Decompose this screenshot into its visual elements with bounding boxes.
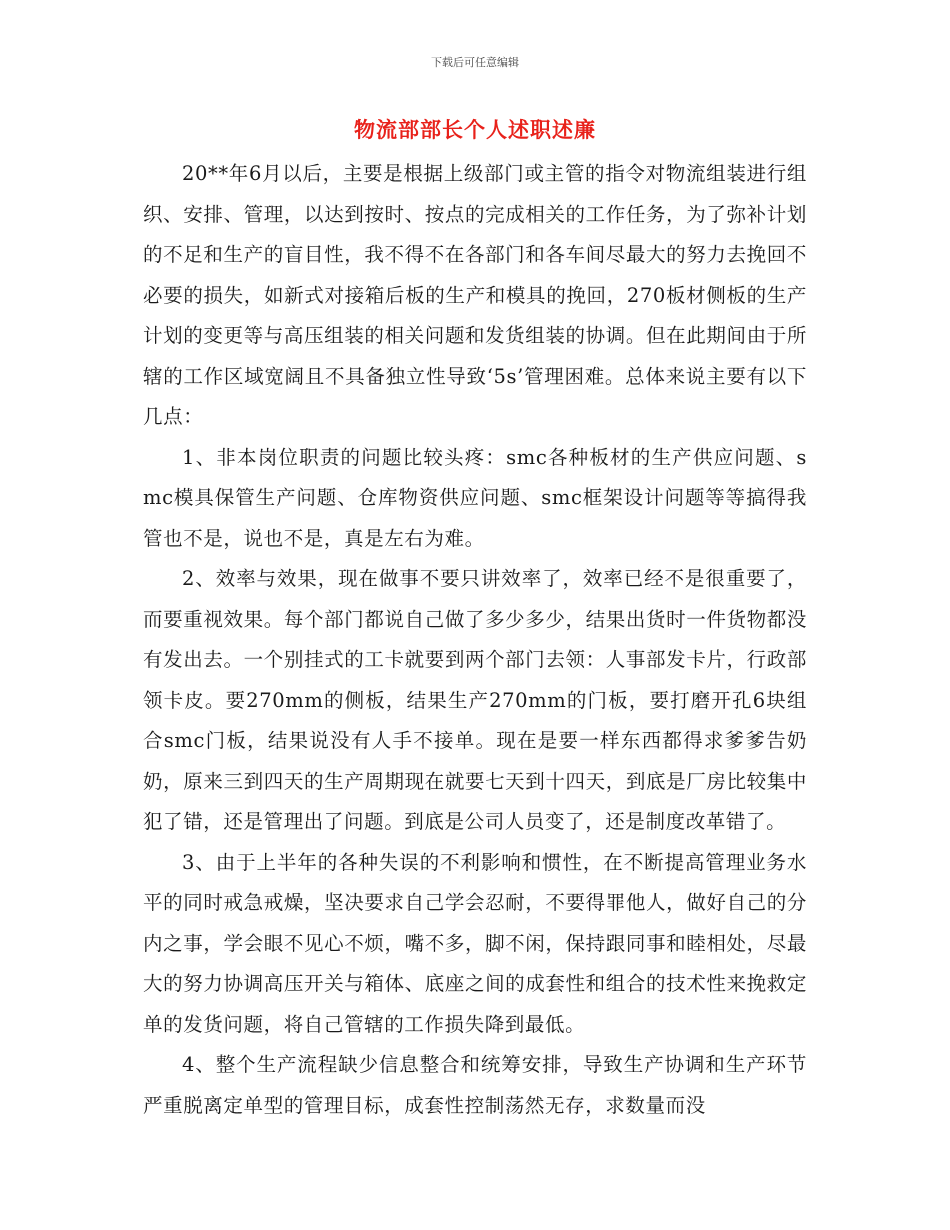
paragraph-point-1: 1、非本岗位职责的问题比较头疼：smc各种板材的生产供应问题、smc模具保管生产问题、仓库物资供应问题、smc框架设计问题等等搞得我管也不是，说也不是，真是左右为难。 xyxy=(143,445,807,550)
document-title: 物流部部长个人述职述廉 xyxy=(354,117,596,142)
document-body xyxy=(143,154,807,1126)
download-note: 下载后可任意编辑 xyxy=(431,56,519,69)
paragraph-point-2: 2、效率与效果，现在做事不要只讲效率了，效率已经不是很重要了，而要重视效果。每个部门都说自己做了多少多少，结果出货时一件货物都没有发出去。一个别挂式的工卡就要到两个部门去领：人事部发卡片，行政部领卡皮。要270mm的侧板，结果生产270mm的门板，要打磨开孔6块组合smc门板，结果说没有人手不接单。现在是要一样东西都得求爹爹告奶奶，原来三到四天的生产周期现在就要七天到十四天，到底是厂房比较集中犯了错，还是管理出了问题。到底是公司人员变了，还是制度改革错了。 xyxy=(143,567,807,833)
paragraph-point-3: 3、由于上半年的各种失误的不利影响和惯性，在不断提高管理业务水平的同时戒急戒燥，坚决要求自己学会忍耐，不要得罪他人，做好自己的分内之事，学会眼不见心不烦，嘴不多，脚不闲，保持跟同事和睦相处，尽最大的努力协调高压开关与箱体、底座之间的成套性和组合的技术性来挽救定单的发货问题，将自己管辖的工作损失降到最低。 xyxy=(143,850,807,1036)
paragraph-point-4: 4、整个生产流程缺少信息整合和统筹安排，导致生产协调和生产环节严重脱离定单型的管理目标，成套性控制荡然无存，求数量而没 xyxy=(143,1053,807,1117)
paragraph-intro: 20**年6月以后，主要是根据上级部门或主管的指令对物流组装进行组织、安排、管理，以达到按时、按点的完成相关的工作任务，为了弥补计划的不足和生产的盲目性，我不得不在各部门和各车间尽最大的努力去挽回不必要的损失，如新式对接箱后板的生产和模具的挽回，270板材侧板的生产计划的变更等与高压组装的相关问题和发货组装的协调。但在此期间由于所辖的工作区域宽阔且不具备独立性导致‘5s’管理困难。总体来说主要有以下几点： xyxy=(143,162,807,428)
